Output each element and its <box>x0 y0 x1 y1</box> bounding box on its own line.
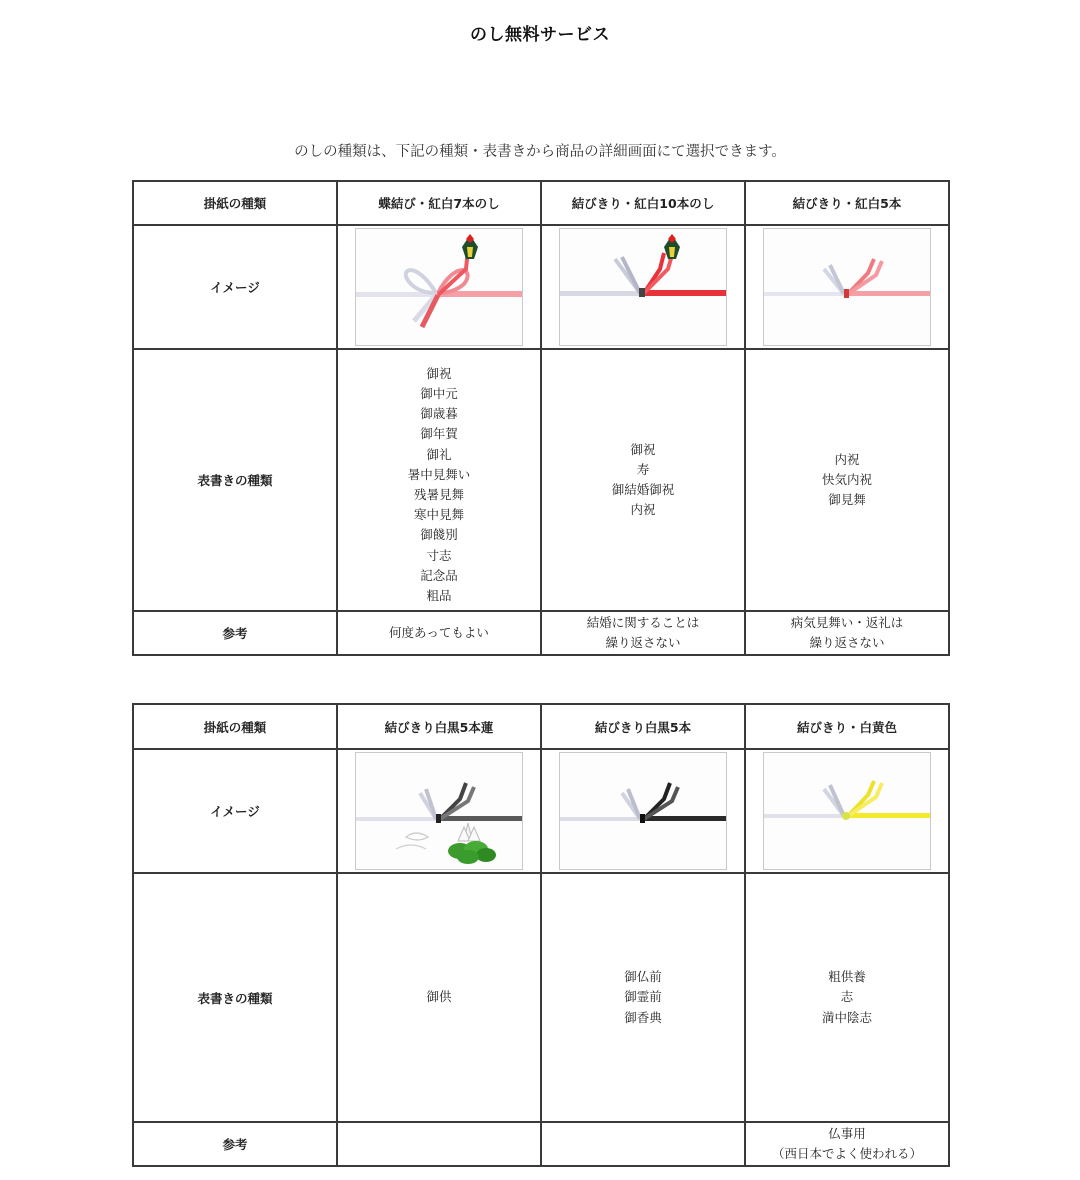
list-item: 暑中見舞い <box>407 466 471 482</box>
noshi-shiroki-image <box>763 752 931 870</box>
list-item: 寸志 <box>426 547 452 563</box>
page-title: のし無料サービス <box>470 25 610 45</box>
intro-text: のしの種類は、下記の種類・表書きから商品の詳細画面にて選択できます。 <box>294 144 786 160</box>
row-inscription <box>133 349 949 611</box>
list-item: 粗供養 <box>828 969 866 985</box>
noshi-musubikiri-5-image <box>763 228 931 346</box>
list-item: 御餞別 <box>420 527 458 543</box>
note-cell <box>745 611 949 655</box>
list-item: 御祝 <box>630 441 656 457</box>
list-item: 寿 <box>636 461 650 477</box>
list-item: 満中陰志 <box>821 1009 872 1025</box>
inscription-list <box>337 873 541 1122</box>
list-item: 御年賀 <box>420 426 458 442</box>
list-item: 御仏前 <box>624 969 662 985</box>
image-cell <box>745 749 949 873</box>
row-image <box>133 749 949 873</box>
note-line: 仏事用 <box>828 1126 866 1141</box>
row-inscription <box>133 873 949 1122</box>
row-label-type: 掛紙の種類 <box>133 704 337 749</box>
list-item: 記念品 <box>420 567 458 583</box>
row-label-inscription: 表書きの種類 <box>133 873 337 1122</box>
row-note <box>133 611 949 655</box>
list-item: 御香典 <box>624 1009 662 1025</box>
inscription-list <box>745 349 949 611</box>
list-item: 寒中見舞 <box>413 507 464 523</box>
note-line: 繰り返さない <box>809 635 885 650</box>
list-item: 御中元 <box>420 385 458 401</box>
noshi-shirokuro-image <box>559 752 727 870</box>
note-cell <box>745 1122 949 1166</box>
list-item: 粗品 <box>426 588 452 604</box>
image-cell <box>745 225 949 349</box>
list-item: 御結婚御祝 <box>611 482 675 497</box>
note-line: 結婚に関することは <box>586 615 700 630</box>
noshi-musubikiri-10-image <box>559 228 727 346</box>
noshi-table-condolence <box>132 703 950 1167</box>
list-item: 御供 <box>426 989 452 1005</box>
list-item: 御霊前 <box>624 989 662 1005</box>
inscription-list <box>745 873 949 1122</box>
inscription-list <box>541 873 745 1122</box>
list-item: 御礼 <box>426 446 452 462</box>
row-note <box>133 1122 949 1166</box>
note-line: 何度あってもよい <box>389 625 489 640</box>
row-type <box>133 704 949 749</box>
note-cell <box>337 611 541 655</box>
image-cell <box>337 749 541 873</box>
row-label-image: イメージ <box>133 225 337 349</box>
note-line: （西日本でよく使われる） <box>771 1146 922 1161</box>
col-header: 結びきり・紅白10本のし <box>541 181 745 225</box>
row-type <box>133 181 949 225</box>
list-item: 内祝 <box>834 451 860 467</box>
noshi-chou-musubi-image <box>355 228 523 346</box>
note-line: 病気見舞い・返礼は <box>790 615 904 630</box>
col-header: 結びきり・紅白5本 <box>745 181 949 225</box>
col-header: 結びきり白黒5本蓮 <box>337 704 541 749</box>
image-cell <box>337 225 541 349</box>
row-label-type: 掛紙の種類 <box>133 181 337 225</box>
list-item: 残暑見舞 <box>413 487 464 502</box>
noshi-shirokuro-hasu-image <box>355 752 523 870</box>
row-label-note: 参考 <box>133 1122 337 1166</box>
list-item: 快気内祝 <box>821 471 872 487</box>
row-label-inscription: 表書きの種類 <box>133 349 337 611</box>
image-cell <box>541 749 745 873</box>
inscription-list <box>337 349 541 611</box>
note-line: 繰り返さない <box>605 635 681 650</box>
list-item: 内祝 <box>630 502 656 518</box>
list-item: 御祝 <box>426 365 452 381</box>
inscription-list <box>541 349 745 611</box>
note-cell <box>541 611 745 655</box>
image-cell <box>541 225 745 349</box>
list-item: 志 <box>840 989 854 1005</box>
list-item: 御見舞 <box>828 492 866 508</box>
col-header: 結びきり・白黄色 <box>745 704 949 749</box>
row-image <box>133 225 949 349</box>
note-cell <box>541 1122 745 1166</box>
col-header: 蝶結び・紅白7本のし <box>337 181 541 225</box>
note-cell <box>337 1122 541 1166</box>
row-label-image: イメージ <box>133 749 337 873</box>
col-header: 結びきり白黒5本 <box>541 704 745 749</box>
list-item: 御歳暮 <box>420 406 458 422</box>
row-label-note: 参考 <box>133 611 337 655</box>
noshi-table-celebration <box>132 180 950 656</box>
